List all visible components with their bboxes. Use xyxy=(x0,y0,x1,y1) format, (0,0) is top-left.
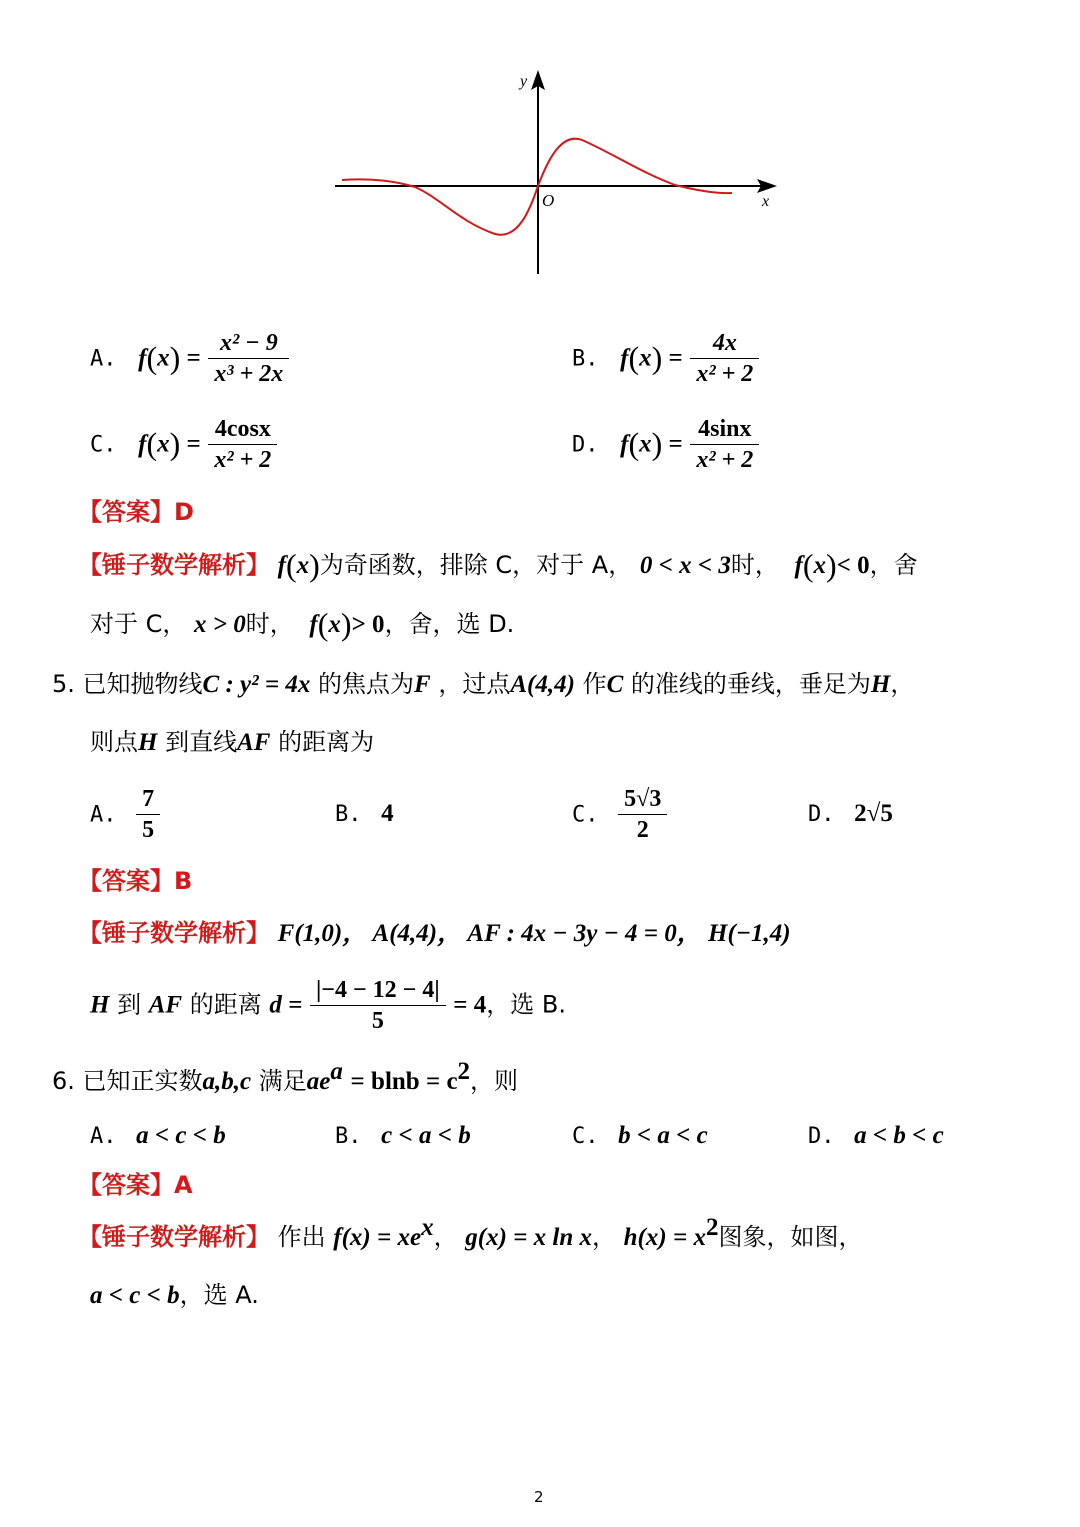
math: f(x) = xe xyxy=(333,1224,422,1251)
paren: ( xyxy=(146,339,158,376)
numerator: 4cosx xyxy=(208,414,277,445)
numerator: 5√3 xyxy=(618,784,667,815)
q4-option-a xyxy=(90,328,289,389)
fraction xyxy=(208,328,289,389)
numerator: 4x xyxy=(690,328,759,359)
origin-label: O xyxy=(542,191,555,210)
q5-option-b xyxy=(335,798,394,830)
option-letter: C. xyxy=(90,432,117,458)
analysis-text: ，舍，选 D. xyxy=(384,610,515,638)
function-name: f xyxy=(620,430,629,458)
numerator: 7 xyxy=(136,784,160,815)
option-letter: D. xyxy=(808,1124,835,1149)
stem-text: 满足 xyxy=(258,1067,307,1095)
analysis-text: 作出 xyxy=(277,1223,326,1251)
superscript: a xyxy=(330,1058,343,1085)
variable: x xyxy=(639,344,652,372)
answer-value: B xyxy=(174,867,193,895)
analysis-text: ，舍 xyxy=(869,551,918,579)
option-letter: D. xyxy=(808,802,835,827)
q4-analysis-line2: 对于 C， x > 0时， f(x)> 0，舍，选 D. xyxy=(90,606,515,642)
question-number: 6. xyxy=(52,1067,75,1095)
option-letter: A. xyxy=(90,1124,117,1149)
answer-value: D xyxy=(174,498,194,526)
option-value: b < a < c xyxy=(618,1122,708,1149)
analysis-math: F(1,0)， A(4,4)， AF : 4x − 3y − 4 = 0， H(−1,4) xyxy=(277,920,791,947)
stem-text: 到直线 xyxy=(165,728,238,756)
option-value: c < a < b xyxy=(381,1122,471,1149)
option-value: a < c < b xyxy=(136,1122,226,1149)
analysis-text: 时， xyxy=(245,610,294,638)
inequality: < 0 xyxy=(836,552,870,579)
math: H xyxy=(90,991,110,1019)
numerator: x² − 9 xyxy=(208,328,289,359)
fraction xyxy=(690,328,759,389)
option-letter: C. xyxy=(572,1124,599,1149)
denominator: x² + 2 xyxy=(696,361,754,387)
option-value: 4 xyxy=(381,800,394,827)
analysis-text: 到 xyxy=(117,990,142,1019)
q4-analysis-line1: 【锤子数学解析】 f(x)为奇函数，排除 C，对于 A， 0 < x < 3时， f(x)< 0，舍 xyxy=(78,547,918,583)
math: C xyxy=(606,671,624,698)
q4-option-c xyxy=(90,414,277,475)
math: = blnb = c xyxy=(350,1068,458,1095)
numerator: 4sinx xyxy=(690,414,759,445)
stem-text: ，则 xyxy=(470,1067,519,1095)
answer-value: A xyxy=(174,1171,193,1199)
denominator: 2 xyxy=(636,817,649,843)
math: H xyxy=(138,729,158,756)
math: ae xyxy=(306,1068,331,1095)
paren: ) xyxy=(651,425,663,462)
option-letter: A. xyxy=(90,346,117,372)
q5-answer xyxy=(78,866,192,896)
function-name: f xyxy=(138,344,147,372)
function-name: f xyxy=(138,430,147,458)
denominator: x³ + 2x xyxy=(214,361,284,387)
q4-option-d xyxy=(572,414,759,475)
q6-answer xyxy=(78,1170,193,1200)
separator: ， xyxy=(592,1223,616,1251)
answer-label: 【答案】 xyxy=(78,498,174,526)
q4-option-b xyxy=(572,328,759,389)
y-axis-label: y xyxy=(520,73,528,90)
denominator: x² + 2 xyxy=(214,447,272,473)
inequality: 0 < x < 3 xyxy=(639,552,731,579)
variable: x xyxy=(157,430,170,458)
denominator: x² + 2 xyxy=(696,447,754,473)
math: AF xyxy=(237,729,271,756)
q5-stem-line2 xyxy=(90,727,374,758)
math: H xyxy=(870,671,891,698)
equals: = xyxy=(180,344,201,372)
answer-label: 【答案】 xyxy=(78,867,174,895)
paren: ( xyxy=(628,425,640,462)
math: a,b,c xyxy=(202,1068,252,1095)
stem-text: 的距离为 xyxy=(278,728,375,756)
function-name: f xyxy=(277,552,286,579)
paren: ) xyxy=(169,339,181,376)
math: a < c < b xyxy=(90,1282,180,1309)
analysis-label: 【锤子数学解析】 xyxy=(78,1223,270,1251)
equals: = xyxy=(180,430,201,458)
option-letter: C. xyxy=(572,802,599,828)
option-value: 2√5 xyxy=(854,800,893,827)
stem-text: ， xyxy=(890,670,915,698)
fraction xyxy=(690,414,759,475)
q5-analysis-line2 xyxy=(90,975,566,1036)
separator: ， xyxy=(433,1223,458,1251)
equals: = xyxy=(662,344,683,372)
stem-text: 已知抛物线 xyxy=(82,670,203,698)
variable: x xyxy=(639,430,652,458)
math: C : y² = 4x xyxy=(202,671,311,698)
option-value: a < b < c xyxy=(854,1122,944,1149)
math: F xyxy=(414,671,431,698)
question-number: 5. xyxy=(52,670,75,698)
paren: ( xyxy=(628,339,640,376)
q6-analysis-line1 xyxy=(78,1214,863,1253)
math: h(x) = x xyxy=(623,1224,706,1251)
inequality: x > 0 xyxy=(194,611,246,638)
option-letter: B. xyxy=(335,1124,362,1149)
math: g(x) = x ln x xyxy=(465,1224,592,1251)
analysis-text: 为奇函数，排除 C，对于 A， xyxy=(319,551,633,579)
q6-stem xyxy=(52,1058,519,1097)
variable: x xyxy=(157,344,170,372)
paren: ( xyxy=(146,425,158,462)
inequality: > 0 xyxy=(351,611,385,638)
q6-option-d xyxy=(808,1120,944,1152)
fraction xyxy=(208,414,277,475)
function-name: f xyxy=(620,344,629,372)
superscript: x xyxy=(421,1214,434,1241)
paren: ) xyxy=(169,425,181,462)
q5-analysis-line1 xyxy=(78,918,791,949)
math: AF xyxy=(148,991,183,1019)
analysis-text: ，选 B. xyxy=(486,990,566,1019)
superscript: 2 xyxy=(457,1058,471,1085)
option-letter: D. xyxy=(572,432,599,458)
q4-answer xyxy=(78,497,194,527)
page-number: 2 xyxy=(534,1488,544,1506)
denominator: 5 xyxy=(371,1008,384,1034)
math: A(4,4) xyxy=(510,671,575,698)
q6-analysis-line2 xyxy=(90,1280,259,1311)
analysis-label: 【锤子数学解析】 xyxy=(78,551,270,579)
analysis-text: 的距离 xyxy=(189,990,262,1019)
stem-text: 的准线的垂线，垂足为 xyxy=(630,670,871,698)
stem-text: 的焦点为 xyxy=(318,670,415,698)
fraction xyxy=(310,975,446,1036)
analysis-text: 图象，如图， xyxy=(718,1223,863,1251)
function-graph xyxy=(320,60,790,280)
numerator: |−4 − 12 − 4| xyxy=(310,975,446,1006)
stem-text: 作 xyxy=(582,670,607,698)
stem-text: 已知正实数 xyxy=(82,1067,203,1095)
fraction xyxy=(618,784,667,845)
equals: = xyxy=(662,430,683,458)
option-letter: B. xyxy=(335,802,362,827)
answer-label: 【答案】 xyxy=(78,1171,174,1199)
q5-option-c xyxy=(572,784,667,845)
paren: ) xyxy=(651,339,663,376)
q6-option-b xyxy=(335,1120,471,1152)
x-axis-label: x xyxy=(762,193,770,210)
math: d = xyxy=(269,991,303,1019)
option-letter: A. xyxy=(90,802,117,828)
analysis-text: 对于 C， xyxy=(90,610,187,638)
q6-option-a xyxy=(90,1120,226,1152)
math: = 4 xyxy=(453,991,487,1019)
analysis-text: 时， xyxy=(730,551,779,579)
denominator: 5 xyxy=(142,817,155,843)
q5-option-d xyxy=(808,798,893,830)
stem-text: ，过点 xyxy=(438,670,511,698)
q6-option-c xyxy=(572,1120,708,1152)
superscript: 2 xyxy=(705,1214,719,1241)
fraction xyxy=(136,784,160,845)
option-letter: B. xyxy=(572,346,599,372)
q5-option-a xyxy=(90,784,160,845)
analysis-label: 【锤子数学解析】 xyxy=(78,919,270,947)
q5-stem-line1 xyxy=(52,669,914,700)
stem-text: 则点 xyxy=(90,728,138,756)
analysis-text: ，选 A. xyxy=(179,1281,259,1309)
